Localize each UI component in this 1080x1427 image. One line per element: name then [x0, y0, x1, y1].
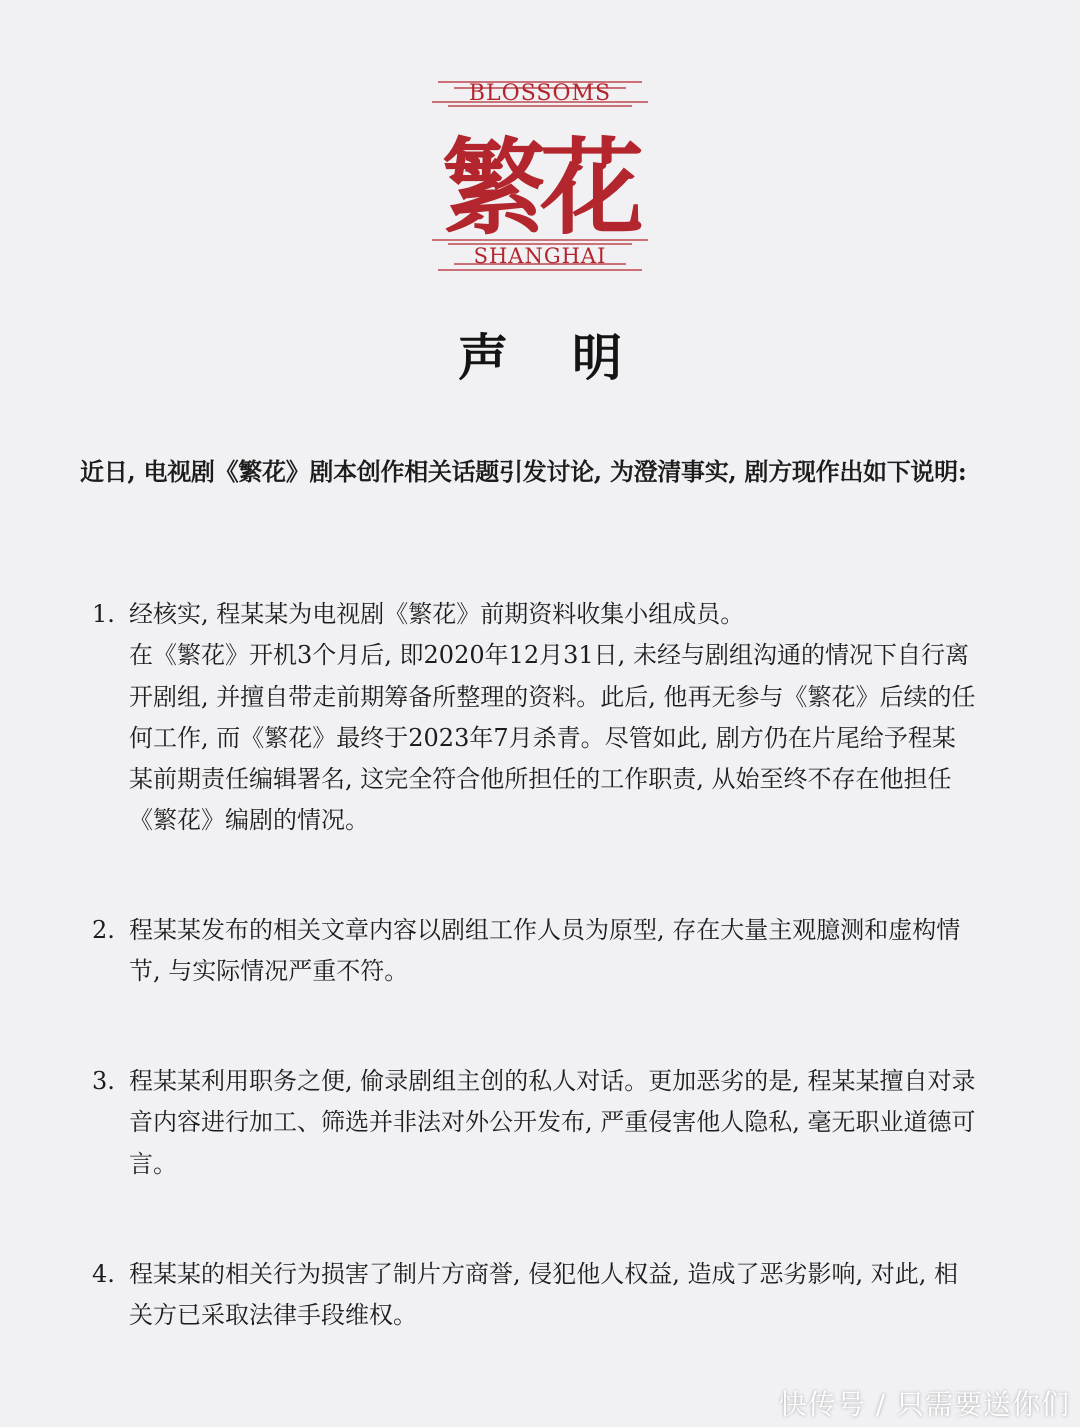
- list-item-text: 在《繁花》开机3个月后, 即2020年12月31日, 未经与剧组沟通的情况下自行离开剧组, 并擅自带走前期筹备所整理的资料。此后, 他再无参与《繁花》后续的任何工作, 而《繁花》最终于2023年7月杀青。尽管如此, 剧方仍在片尾给予程某某前期责任编辑署名, 这完全符合他所担任的工作职责, 从始至终不存在他担任《繁花》编剧的情况。: [129, 641, 976, 835]
- list-item: [92, 1061, 992, 1185]
- list-item-text: 经核实, 程某某为电视剧《繁花》前期资料收集小组成员。: [129, 600, 745, 628]
- list-item-number: 1.: [92, 600, 115, 628]
- list-item-number: 3.: [92, 1067, 115, 1095]
- list-item-number: 2.: [92, 916, 115, 944]
- list-item-text: 程某某利用职务之便, 偷录剧组主创的私人对话。更加恶劣的是, 程某某擅自对录音内容进行加工、筛选并非法对外公开发布, 严重侵害他人隐私, 毫无职业道德可言。: [129, 1067, 976, 1178]
- list-item-text: 程某某发布的相关文章内容以剧组工作人员为原型, 存在大量主观臆测和虚构情节, 与实际情况严重不符。: [129, 916, 961, 986]
- watermark-text: 快传号 / 只需要送你们: [778, 1388, 1070, 1421]
- logo-chars: 繁花: [441, 126, 639, 249]
- page-title: 声明: [458, 328, 686, 387]
- list-item-text: 程某某的相关行为损害了制片方商誉, 侵犯他人权益, 造成了恶劣影响, 对此, 相关方已采取法律手段维权。: [129, 1260, 959, 1330]
- blossoms-shanghai-logo: [432, 74, 648, 274]
- logo-bottom-text: SHANGHAI: [473, 244, 607, 268]
- list-item: [92, 594, 992, 842]
- logo-top-text: BLOSSOMS: [468, 81, 612, 106]
- list-item: [92, 1254, 992, 1337]
- intro-paragraph: 近日, 电视剧《繁花》剧本创作相关话题引发讨论, 为澄清事实, 剧方现作出如下说明:: [80, 457, 967, 486]
- list-item: [92, 910, 992, 993]
- list-item-number: 4.: [92, 1260, 115, 1288]
